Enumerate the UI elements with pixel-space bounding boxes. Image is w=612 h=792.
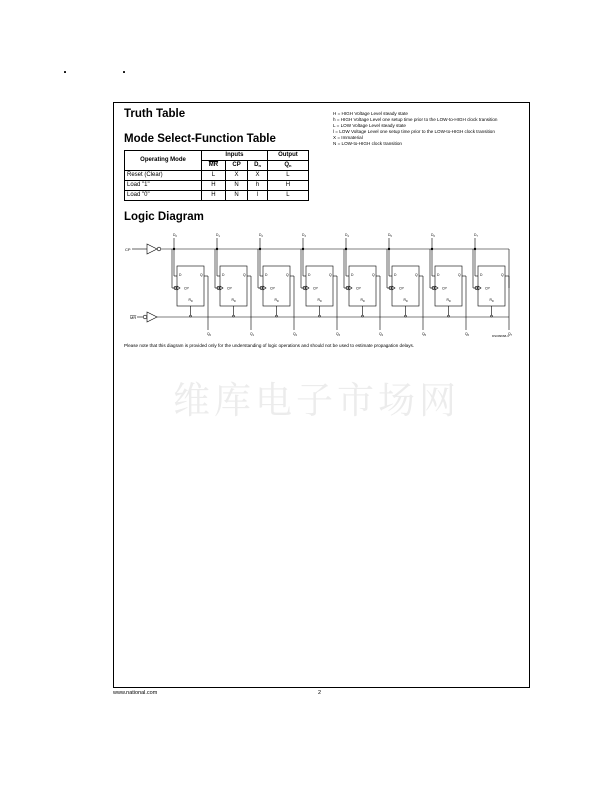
definition-item: l = LOW Voltage Level one setup time prior to the LOW-to-HIGH clock transition (333, 129, 495, 135)
figure-id: DS009668-3 (492, 334, 509, 338)
logic-diagram (120, 230, 525, 342)
cell-mode: Load "0" (125, 191, 202, 201)
q-output-label: $Q_6$ (465, 332, 469, 337)
ff-reset-pin: $R_D$ (274, 298, 279, 303)
definition-item: X = Immaterial (333, 135, 363, 141)
ff-q-pin: Q (458, 273, 461, 277)
q-output-label: $Q_0$ (207, 332, 211, 337)
ff-q-pin: Q (501, 273, 504, 277)
dn-index: n (258, 163, 261, 168)
dn-letter: D (254, 162, 259, 168)
cell-mode: Reset (Clear) (125, 171, 202, 181)
ff-reset-pin: $R_D$ (360, 298, 365, 303)
ff-reset-pin: $R_D$ (188, 298, 193, 303)
clock-edge-symbol (349, 286, 352, 290)
reset-buffer-bubble (143, 315, 147, 319)
stray-mark (64, 71, 66, 73)
subheader-dn (248, 161, 268, 171)
clock-edge-symbol (220, 286, 223, 290)
ff-d-pin: D (480, 273, 483, 277)
qn-letter: Q (284, 162, 290, 168)
ff-q-pin: Q (372, 273, 375, 277)
cp-input-label: CP (125, 247, 131, 252)
definition-item: H = HIGH Voltage Level steady state (333, 111, 408, 116)
diagram-caption: Please note that this diagram is provided only for the understanding of logic operations and should not be used to estimate propagation delays. (124, 343, 415, 348)
mode-select-table (124, 150, 309, 201)
ff-d-pin: D (179, 273, 182, 277)
cell-cp: N (225, 181, 247, 191)
cell-cp: X (225, 171, 247, 181)
cell-mr: H (202, 191, 226, 201)
qn-index: n (289, 163, 292, 168)
watermark: 维库电子市场网 (173, 379, 460, 422)
footer-url: www.national.com (113, 690, 158, 696)
subheader-qn (267, 161, 308, 171)
cell-cp: N (225, 191, 247, 201)
table-row (125, 181, 309, 191)
cell-dn: l (248, 191, 268, 201)
ff-reset-pin: $R_D$ (489, 298, 494, 303)
ff-cp-pin: CP (227, 286, 232, 291)
cell-dn: X (248, 171, 268, 181)
ff-d-pin: D (308, 273, 311, 277)
clock-edge-symbol (478, 286, 481, 290)
reset-buffer (147, 312, 157, 322)
table-row (125, 191, 309, 201)
subheader-mr: $\overline{MR}$ (202, 161, 226, 171)
d-input-label: $D_0$ (173, 233, 177, 238)
q-output-label: $Q_3$ (336, 332, 340, 337)
definitions-list (333, 111, 525, 148)
ff-q-pin: Q (329, 273, 332, 277)
truth-table-title: Truth Table (124, 108, 186, 120)
cell-mode: Load "1" (125, 181, 202, 191)
d-input-label: $D_2$ (259, 233, 263, 238)
clock-edge-symbol (177, 286, 180, 290)
ff-q-pin: Q (200, 273, 203, 277)
ff-reset-pin: $R_D$ (446, 298, 451, 303)
d-input-label: $D_1$ (216, 233, 220, 238)
q-output-label: $Q_1$ (250, 332, 254, 337)
cell-qn: L (267, 191, 308, 201)
ff-d-pin: D (394, 273, 397, 277)
ff-cp-pin: CP (270, 286, 275, 291)
q-output-label: $Q_7$ (508, 332, 512, 337)
ff-q-pin: Q (243, 273, 246, 277)
header-inputs: Inputs (202, 151, 268, 161)
ff-q-pin: Q (415, 273, 418, 277)
ff-cp-pin: CP (442, 286, 447, 291)
clock-edge-symbol (392, 286, 395, 290)
ff-d-pin: D (437, 273, 440, 277)
cell-qn: L (267, 171, 308, 181)
clock-edge-symbol (263, 286, 266, 290)
cell-qn: H (267, 181, 308, 191)
d-input-label: $D_7$ (474, 233, 478, 238)
clock-buffer-bubble (157, 247, 161, 251)
cell-mr: H (202, 181, 226, 191)
q-output-label: $Q_5$ (422, 332, 426, 337)
mode-select-title: Mode Select-Function Table (124, 133, 276, 145)
q-output-label: $Q_2$ (293, 332, 297, 337)
ff-cp-pin: CP (399, 286, 404, 291)
mr-input-label: MR (130, 315, 137, 320)
definition-item: h = HIGH Voltage Level one setup time prior to the LOW-to-HIGH clock transition (333, 117, 498, 123)
ff-d-pin: D (265, 273, 268, 277)
ff-reset-pin: $R_D$ (317, 298, 322, 303)
d-input-label: $D_3$ (302, 233, 306, 238)
ff-d-pin: D (222, 273, 225, 277)
d-input-label: $D_5$ (388, 233, 392, 238)
ff-d-pin: D (351, 273, 354, 277)
clock-edge-symbol (435, 286, 438, 290)
clock-buffer (147, 244, 157, 254)
ff-cp-pin: CP (184, 286, 189, 291)
q-output-label: $Q_4$ (379, 332, 383, 337)
flip-flop-stages (172, 233, 513, 337)
ff-cp-pin: CP (356, 286, 361, 291)
d-input-label: $D_4$ (345, 233, 349, 238)
ff-reset-pin: $R_D$ (403, 298, 408, 303)
cell-mr: L (202, 171, 226, 181)
header-output: Output (267, 151, 308, 161)
logic-diagram-title: Logic Diagram (124, 211, 204, 223)
header-operating-mode: Operating Mode (125, 151, 202, 171)
definition-item: L = LOW Voltage Level steady state (333, 123, 406, 129)
table-row (125, 171, 309, 181)
ff-cp-pin: CP (485, 286, 490, 291)
cell-dn: h (248, 181, 268, 191)
subheader-cp: CP (225, 161, 247, 171)
ff-reset-pin: $R_D$ (231, 298, 236, 303)
stray-mark (123, 71, 125, 73)
footer-page-number: 2 (318, 690, 322, 696)
d-input-label: $D_6$ (431, 233, 435, 238)
ff-cp-pin: CP (313, 286, 318, 291)
definition-item: N = LOW-to-HIGH clock transition (333, 141, 402, 147)
clock-edge-symbol (306, 286, 309, 290)
ff-q-pin: Q (286, 273, 289, 277)
